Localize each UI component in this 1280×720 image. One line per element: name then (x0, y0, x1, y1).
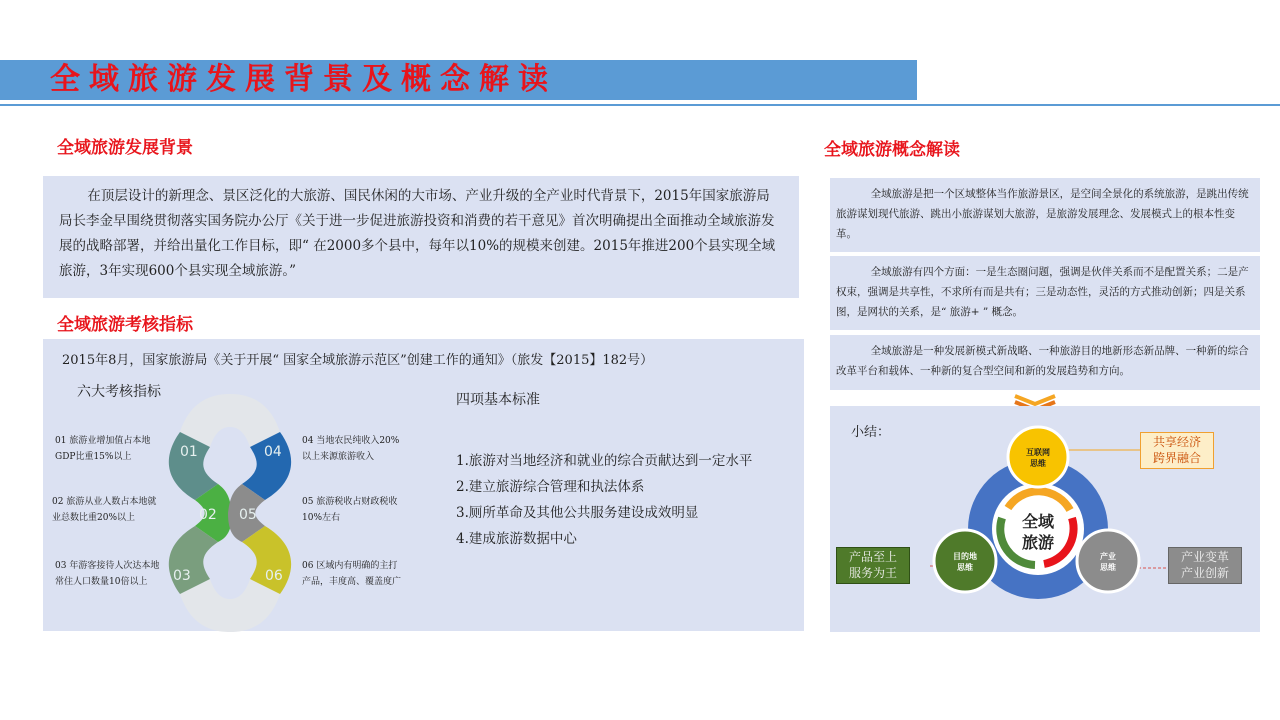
background-paragraph: 在顶层设计的新理念、景区泛化的大旅游、国民休闲的大市场、产业升级的全产业时代背景下，2015年国家旅游局局长李金早围绕贯彻落实国务院办公厅《关于进一步促进旅游投资和消费的若干意见》首次明确提出全面推动全域旅游发展的战略部署，并给出量化工作目标，即“ 在2000多个县中，每年以10%的规模来创建。2015年推进200个县实现全域旅游，3年实现600个县实现全域旅游。” (43, 176, 799, 298)
center-line-2: 旅游 (1021, 533, 1055, 552)
page-title: 全域旅游发展背景及概念解读 (50, 62, 557, 97)
standard-1: 1.旅游对当地经济和就业的综合贡献达到一定水平 (456, 453, 753, 469)
standard-2: 2.建立旅游综合管理和执法体系 (456, 479, 645, 495)
indicator-05: 05 旅游税收占财政税收10%左右 (302, 497, 398, 523)
indicator-01: 01 旅游业增加值占本地GDP比重15%以上 (55, 436, 151, 462)
segment-01-num: 01 (180, 444, 198, 460)
industry-line-2: 思维 (1100, 563, 1116, 572)
figure-bottom-cap (180, 579, 280, 632)
figure-top-cap (180, 394, 280, 447)
segment-02-num: 02 (199, 507, 217, 523)
industry-box-line-1: 产业变革 (1180, 550, 1229, 564)
indicator-02: 02 旅游从业人数占本地就业总数比重20%以上 (52, 497, 157, 523)
indicator-figure-eight (160, 392, 300, 634)
segment-06-num: 06 (265, 568, 283, 584)
indicator-03: 03 年游客接待人次达本地常住人口数量10倍以上 (55, 561, 160, 587)
destination-box-line-2: 服务为王 (848, 566, 897, 580)
summary-label: 小结： (851, 425, 891, 440)
concept-heading: 全域旅游概念解读 (824, 140, 960, 160)
industry-box (1168, 547, 1242, 584)
destination-box-line-1: 产品至上 (848, 550, 897, 564)
segment-03-num: 03 (173, 568, 191, 584)
segment-04-num: 04 (264, 444, 282, 460)
internet-line-1: 互联网 (1026, 448, 1050, 457)
concept-paragraph-1: 全域旅游是把一个区域整体当作旅游景区，是空间全景化的系统旅游，是跳出传统旅游谋划现代旅游、跳出小旅游谋划大旅游，是旅游发展理念、发展模式上的根本性变革。 (830, 178, 1260, 252)
internet-box-line-1: 共享经济 (1152, 435, 1201, 449)
internet-line-2: 思维 (1030, 459, 1046, 468)
industry-box-line-2: 产业创新 (1180, 566, 1229, 580)
center-line-1: 全域 (1021, 512, 1055, 531)
standard-3: 3.厕所革命及其他公共服务建设成效明显 (456, 505, 699, 521)
industry-line-1: 产业 (1100, 552, 1116, 561)
internet-box (1140, 432, 1214, 469)
title-divider (0, 104, 1280, 106)
segment-05-num: 05 (239, 507, 257, 523)
concept-paragraph-3: 全域旅游是一种发展新模式新战略、一种旅游目的地新形态新品牌、一种新的综合改革平台和载体、一种新的复合型空间和新的发展趋势和方向。 (830, 335, 1260, 390)
indicator-04: 04 当地农民纯收入20%以上来源旅游收入 (302, 436, 400, 462)
four-standards-title: 四项基本标准 (456, 392, 540, 408)
internet-box-line-2: 跨界融合 (1152, 451, 1201, 465)
destination-line-2: 思维 (957, 563, 973, 572)
six-indicators-title: 六大考核指标 (77, 384, 161, 400)
indicator-06: 06 区域内有明确的主打产品，丰度高、覆盖度广 (302, 561, 402, 587)
background-heading: 全域旅游发展背景 (57, 138, 193, 158)
destination-box (836, 547, 910, 584)
assessment-notice: 2015年8月，国家旅游局《关于开展“ 国家全域旅游示范区”创建工作的通知》（旅发【2015】182号） (62, 353, 654, 368)
assessment-heading: 全域旅游考核指标 (57, 315, 193, 335)
standard-4: 4.建成旅游数据中心 (456, 531, 577, 547)
concept-paragraph-2: 全域旅游有四个方面：一是生态圈问题，强调是伙伴关系而不是配置关系；二是产权束，强调是共享性，不求所有而是共有；三是动态性，灵活的方式推动创新；四是关系图，是网状的关系，是“ 旅游+ ” 概念。 (830, 256, 1260, 330)
destination-line-1: 目的地 (953, 552, 977, 561)
